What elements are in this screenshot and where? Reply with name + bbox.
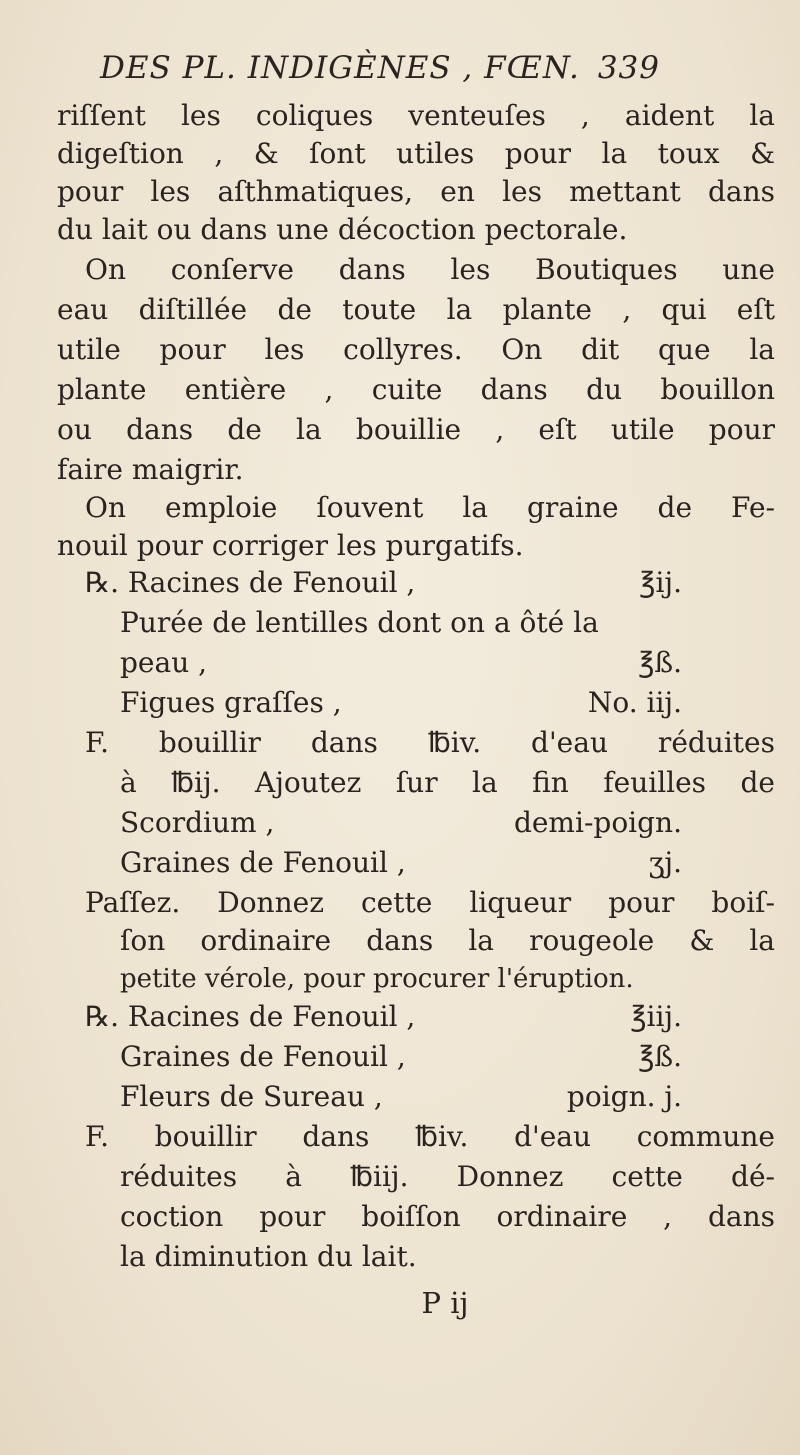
recipe-ingredient: Purée de lentilles dont on a ôté la — [120, 606, 599, 639]
text-line: riſſent les coliques venteuſes , aident la — [57, 99, 775, 132]
recipe-quantity: ℥iij. — [630, 1000, 682, 1033]
recipe-quantity: ℥ij. — [639, 566, 682, 599]
recipe-ingredient: Graines de Fenouil , — [120, 1040, 406, 1073]
recipe-ingredient: Fleurs de Sureau , — [120, 1080, 383, 1113]
signature-mark: P ij — [421, 1286, 469, 1320]
text-line: Paſſez. Donnez cette liqueur pour boiſ- — [85, 886, 775, 919]
text-line: On emploie ſouvent la graine de Fe- — [85, 491, 775, 524]
recipe-quantity: ℥ß. — [638, 1040, 682, 1073]
text-line: F. bouillir dans ℔iv. d'eau commune — [85, 1120, 775, 1153]
recipe-ingredient: ℞. Racines de Fenouil , — [85, 1000, 416, 1033]
text-line: réduites à ℔iij. Donnez cette dé- — [120, 1160, 775, 1193]
recipe-quantity: ʒj. — [648, 846, 682, 879]
text-line: digeſtion , & ſont utiles pour la toux & — [57, 137, 775, 170]
recipe-quantity: poign. j. — [566, 1080, 682, 1113]
text-line: eau diſtillée de toute la plante , qui eſt — [57, 293, 775, 326]
text-line: plante entière , cuite dans du bouillon — [57, 373, 775, 406]
text-line: ou dans de la bouillie , eſt utile pour — [57, 413, 775, 446]
recipe-quantity: No. iij. — [587, 686, 682, 719]
text-line: ſon ordinaire dans la rougeole & la — [120, 924, 775, 957]
recipe-ingredient: peau , — [120, 646, 208, 679]
text-line: faire maigrir. — [57, 453, 244, 486]
running-header — [100, 50, 660, 90]
text-line: petite vérole, pour procurer l'éruption. — [120, 964, 634, 994]
page-number: 339 — [597, 50, 660, 86]
recipe-ingredient: Graines de Fenouil , — [120, 846, 406, 879]
recipe-ingredient: Figues graſſes , — [120, 686, 342, 719]
recipe-ingredient: Scordium , — [120, 806, 275, 839]
text-line: pour les aſthmatiques, en les mettant dans — [57, 175, 775, 208]
text-line: F. bouillir dans ℔iv. d'eau réduites — [85, 726, 775, 759]
text-line: du lait ou dans une décoction pectorale. — [57, 213, 628, 246]
text-line: la diminution du lait. — [120, 1240, 417, 1273]
text-line: nouil pour corriger les purgatifs. — [57, 529, 524, 562]
text-line: On conſerve dans les Boutiques une — [85, 253, 775, 286]
text-line: à ℔ij. Ajoutez ſur la fin feuilles de — [120, 766, 775, 799]
recipe-quantity: demi-poign. — [513, 806, 682, 839]
header-title: DES PL. INDIGÈNES , FŒN. — [100, 50, 580, 86]
recipe-quantity: ℥ß. — [638, 646, 682, 679]
text-line: coction pour boiſſon ordinaire , dans — [120, 1200, 775, 1233]
text-line: utile pour les collyres. On dit que la — [57, 333, 775, 366]
recipe-ingredient: ℞. Racines de Fenouil , — [85, 566, 416, 599]
